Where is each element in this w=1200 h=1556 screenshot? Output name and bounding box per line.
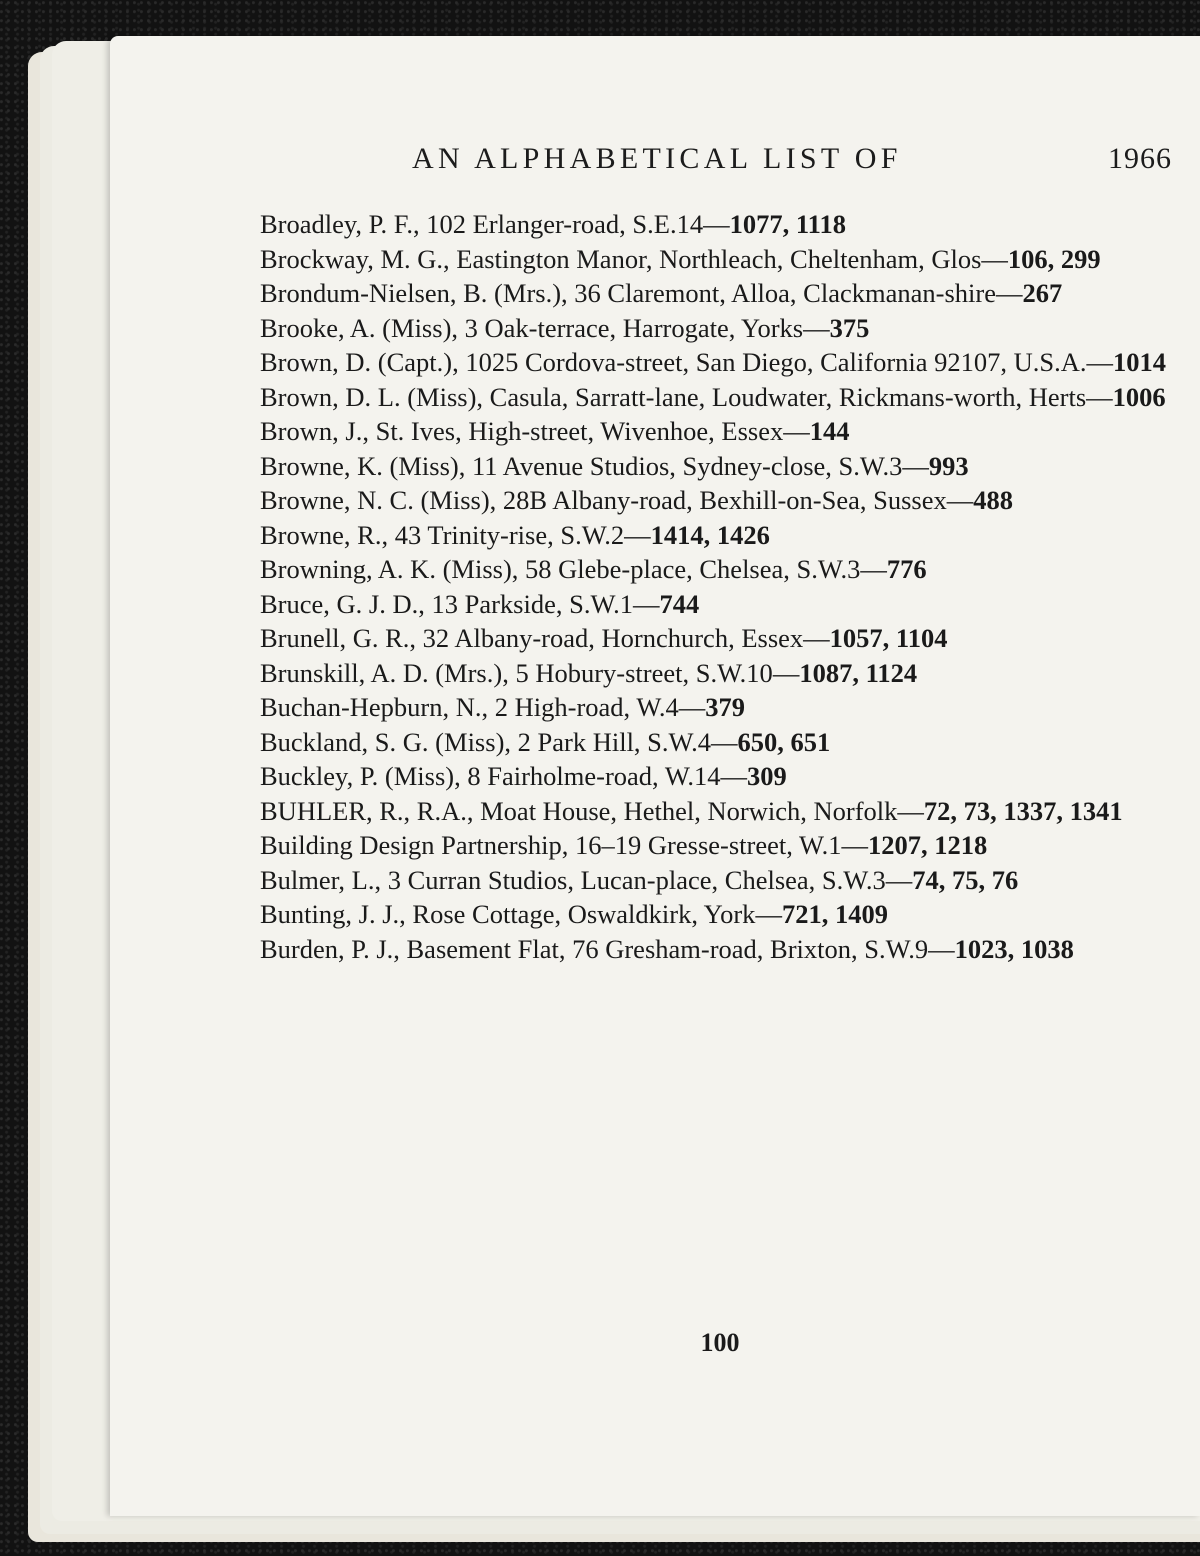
entry-text: Buckland, S. G. (Miss), 2 Park Hill, S.W.4 — [260, 726, 712, 757]
entry-refs: 72, 73, 1337, 1341 — [923, 795, 1123, 826]
entry-refs: 1077, 1118 — [729, 209, 846, 239]
entry-text: Buckley, P. (Miss), 8 Fairholme-road, W.14 — [260, 761, 721, 791]
entry-refs: 1207, 1218 — [867, 830, 988, 860]
entry-text: Brockway, M. G., Eastington Manor, Northleach, Cheltenham, Glos — [260, 243, 982, 274]
entry-text: Brown, J., St. Ives, High-street, Wivenhoe, Essex — [260, 416, 784, 446]
list-entry: BUHLER, R., R.A., Moat House, Hethel, Norwich, Norfolk—72, 73, 1337, 1341 — [260, 795, 1123, 826]
entry-refs: 650, 651 — [737, 726, 831, 757]
list-entry: Brunskill, A. D. (Mrs.), 5 Hobury-street, S.W.10—1087, 1124 — [260, 657, 918, 688]
page-number: 100 — [700, 1328, 740, 1357]
list-entry: Bulmer, L., 3 Curran Studios, Lucan-place, Chelsea, S.W.3—74, 75, 76 — [260, 864, 1019, 895]
entry-refs: 1006 — [1112, 381, 1166, 412]
list-entry: Brockway, M. G., Eastington Manor, Northleach, Cheltenham, Glos—106, 299 — [260, 243, 1101, 274]
entry-refs: 1014 — [1113, 347, 1167, 377]
list-entry: Burden, P. J., Basement Flat, 76 Gresham-road, Brixton, S.W.9—1023, 1038 — [260, 933, 1074, 964]
list-entry: Brooke, A. (Miss), 3 Oak-terrace, Harrogate, Yorks—375 — [260, 312, 870, 343]
entry-text: Brooke, A. (Miss), 3 Oak-terrace, Harrogate, Yorks — [260, 312, 804, 343]
list-entry: Brown, D. L. (Miss), Casula, Sarratt-lane, Loudwater, Rickmans-worth, Herts—1006 — [260, 381, 1166, 412]
entry-refs: 744 — [659, 588, 700, 619]
entry-text: Brown, D. L. (Miss), Casula, Sarratt-lane, Loudwater, Rickmans-worth, Herts — [260, 381, 1087, 412]
entry-text: Buchan-Hepburn, N., 2 High-road, W.4 — [260, 692, 679, 722]
list-entry: Buckland, S. G. (Miss), 2 Park Hill, S.W.4—650, 651 — [260, 726, 831, 757]
entry-text: Bunting, J. J., Rose Cottage, Oswaldkirk, York — [260, 899, 756, 929]
entry-refs: 1023, 1038 — [954, 933, 1074, 964]
list-entry: Bruce, G. J. D., 13 Parkside, S.W.1—744 — [260, 588, 700, 619]
entry-refs: 379 — [705, 692, 746, 722]
entry-refs: 1087, 1124 — [799, 657, 918, 688]
entry-text: Browning, A. K. (Miss), 58 Glebe-place, Chelsea, S.W.3 — [260, 554, 861, 584]
entry-text: Browne, N. C. (Miss), 28B Albany-road, Bexhill-on-Sea, Sussex — [260, 485, 947, 515]
entry-refs: 721, 1409 — [781, 899, 888, 929]
entry-refs: 1057, 1104 — [829, 623, 948, 653]
entry-text: Bruce, G. J. D., 13 Parkside, S.W.1 — [260, 588, 633, 619]
entry-text: Brunell, G. R., 32 Albany-road, Hornchurch, Essex — [260, 623, 804, 653]
list-entry: Bunting, J. J., Rose Cottage, Oswaldkirk, York—721, 1409 — [260, 899, 888, 929]
entry-refs: 1414, 1426 — [650, 519, 770, 550]
list-entry: Buckley, P. (Miss), 8 Fairholme-road, W.14—309 — [260, 761, 787, 791]
entry-refs: 488 — [973, 485, 1013, 515]
page-year: 1966 — [1108, 142, 1172, 175]
list-entry: Building Design Partnership, 16–19 Gresse-street, W.1—1207, 1218 — [260, 830, 988, 860]
list-entry: Brondum-Nielsen, B. (Mrs.), 36 Claremont, Alloa, Clackmanan-shire—267 — [260, 278, 1063, 308]
entry-refs: 375 — [829, 312, 870, 343]
list-entry: Broadley, P. F., 102 Erlanger-road, S.E.14—1077, 1118 — [260, 209, 846, 239]
entry-text: Building Design Partnership, 16–19 Gresse-street, W.1 — [260, 830, 842, 860]
running-header — [412, 140, 1182, 184]
list-entry: Browne, R., 43 Trinity-rise, S.W.2—1414, 1426 — [260, 519, 770, 550]
exhibitor-list — [260, 207, 1178, 966]
entry-text: Browne, R., 43 Trinity-rise, S.W.2 — [260, 519, 625, 550]
entry-text: Broadley, P. F., 102 Erlanger-road, S.E.14 — [260, 209, 704, 239]
list-entry: Brunell, G. R., 32 Albany-road, Hornchurch, Essex—1057, 1104 — [260, 623, 948, 653]
entry-text: Brunskill, A. D. (Mrs.), 5 Hobury-street, S.W.10 — [260, 657, 773, 688]
list-entry: Brown, J., St. Ives, High-street, Wivenhoe, Essex—144 — [260, 416, 850, 446]
list-entry: Browning, A. K. (Miss), 58 Glebe-place, Chelsea, S.W.3—776 — [260, 554, 927, 584]
entry-text: Bulmer, L., 3 Curran Studios, Lucan-place, Chelsea, S.W.3 — [260, 864, 886, 895]
entry-refs: 309 — [747, 761, 787, 791]
entry-text: Brondum-Nielsen, B. (Mrs.), 36 Claremont, Alloa, Clackmanan-shire — [260, 278, 996, 308]
entry-refs: 74, 75, 76 — [912, 864, 1019, 895]
entry-text: Brown, D. (Capt.), 1025 Cordova-street, San Diego, California 92107, U.S.A. — [260, 347, 1087, 377]
list-entry: Buchan-Hepburn, N., 2 High-road, W.4—379 — [260, 692, 746, 722]
running-title: AN ALPHABETICAL LIST OF — [412, 142, 902, 175]
list-entry: Browne, K. (Miss), 11 Avenue Studios, Sydney-close, S.W.3—993 — [260, 450, 969, 481]
list-entry: Browne, N. C. (Miss), 28B Albany-road, Bexhill-on-Sea, Sussex—488 — [260, 485, 1013, 515]
entry-refs: 267 — [1022, 278, 1063, 308]
entry-text: BUHLER, R., R.A., Moat House, Hethel, Norwich, Norfolk — [260, 795, 898, 826]
entry-text: Burden, P. J., Basement Flat, 76 Gresham-road, Brixton, S.W.9 — [260, 933, 929, 964]
entry-text: Browne, K. (Miss), 11 Avenue Studios, Sydney-close, S.W.3 — [260, 450, 903, 481]
entry-refs: 144 — [809, 416, 850, 446]
entry-refs: 776 — [886, 554, 927, 584]
list-entry: Brown, D. (Capt.), 1025 Cordova-street, San Diego, California 92107, U.S.A.—1014 — [260, 347, 1167, 377]
entry-refs: 993 — [928, 450, 969, 481]
entry-refs: 106, 299 — [1007, 243, 1101, 274]
